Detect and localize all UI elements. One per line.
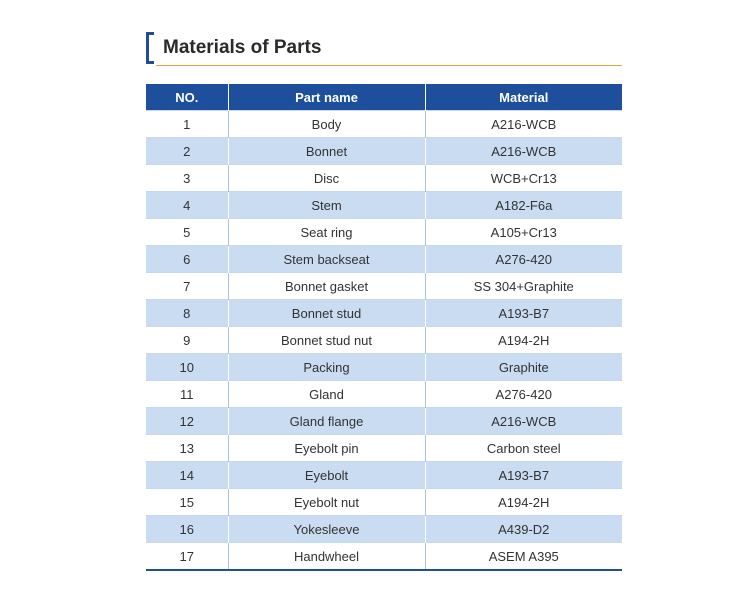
row-number-cell: 15 (146, 489, 228, 516)
table-row (146, 192, 622, 219)
table-row (146, 462, 622, 489)
row-number-cell: 2 (146, 138, 228, 165)
material-cell: A216-WCB (425, 138, 622, 165)
part-name-cell: Bonnet gasket (228, 273, 425, 300)
part-name-cell: Gland flange (228, 408, 425, 435)
row-number-cell: 13 (146, 435, 228, 462)
part-name-cell: Body (228, 111, 425, 138)
header-part-name: Part name (228, 84, 425, 111)
material-cell: A216-WCB (425, 408, 622, 435)
row-number-cell: 14 (146, 462, 228, 489)
bracket-icon (146, 32, 154, 64)
material-cell: A276-420 (425, 246, 622, 273)
part-name-cell: Packing (228, 354, 425, 381)
table-body (146, 111, 622, 571)
material-cell: A194-2H (425, 489, 622, 516)
row-number-cell: 9 (146, 327, 228, 354)
table-header-row (146, 84, 622, 111)
part-name-cell: Handwheel (228, 543, 425, 571)
material-cell: A193-B7 (425, 300, 622, 327)
row-number-cell: 3 (146, 165, 228, 192)
table-row (146, 111, 622, 138)
material-cell: WCB+Cr13 (425, 165, 622, 192)
material-cell: A194-2H (425, 327, 622, 354)
table-row (146, 489, 622, 516)
material-cell: SS 304+Graphite (425, 273, 622, 300)
material-cell: A193-B7 (425, 462, 622, 489)
table-row (146, 435, 622, 462)
table-row (146, 516, 622, 543)
table-row (146, 381, 622, 408)
row-number-cell: 12 (146, 408, 228, 435)
row-number-cell: 5 (146, 219, 228, 246)
material-cell: A182-F6a (425, 192, 622, 219)
part-name-cell: Bonnet stud nut (228, 327, 425, 354)
table-row (146, 273, 622, 300)
title-underline (156, 65, 622, 66)
row-number-cell: 17 (146, 543, 228, 571)
part-name-cell: Bonnet (228, 138, 425, 165)
material-cell: A105+Cr13 (425, 219, 622, 246)
material-cell: ASEM A395 (425, 543, 622, 571)
part-name-cell: Disc (228, 165, 425, 192)
part-name-cell: Eyebolt pin (228, 435, 425, 462)
header-material: Material (425, 84, 622, 111)
row-number-cell: 8 (146, 300, 228, 327)
material-cell: A276-420 (425, 381, 622, 408)
materials-table (146, 84, 622, 571)
part-name-cell: Stem (228, 192, 425, 219)
table-row (146, 300, 622, 327)
part-name-cell: Gland (228, 381, 425, 408)
part-name-cell: Yokesleeve (228, 516, 425, 543)
row-number-cell: 10 (146, 354, 228, 381)
part-name-cell: Seat ring (228, 219, 425, 246)
section-title-block (146, 30, 622, 68)
table-row (146, 219, 622, 246)
row-number-cell: 11 (146, 381, 228, 408)
table-row (146, 327, 622, 354)
row-number-cell: 6 (146, 246, 228, 273)
row-number-cell: 4 (146, 192, 228, 219)
table-row (146, 354, 622, 381)
table-row (146, 165, 622, 192)
table-row (146, 246, 622, 273)
material-cell: A439-D2 (425, 516, 622, 543)
part-name-cell: Bonnet stud (228, 300, 425, 327)
part-name-cell: Eyebolt (228, 462, 425, 489)
part-name-cell: Stem backseat (228, 246, 425, 273)
table-row (146, 543, 622, 571)
material-cell: A216-WCB (425, 111, 622, 138)
row-number-cell: 16 (146, 516, 228, 543)
part-name-cell: Eyebolt nut (228, 489, 425, 516)
section-title: Materials of Parts (163, 37, 322, 58)
material-cell: Carbon steel (425, 435, 622, 462)
row-number-cell: 7 (146, 273, 228, 300)
table-row (146, 138, 622, 165)
row-number-cell: 1 (146, 111, 228, 138)
table-row (146, 408, 622, 435)
material-cell: Graphite (425, 354, 622, 381)
header-no: NO. (146, 84, 228, 111)
